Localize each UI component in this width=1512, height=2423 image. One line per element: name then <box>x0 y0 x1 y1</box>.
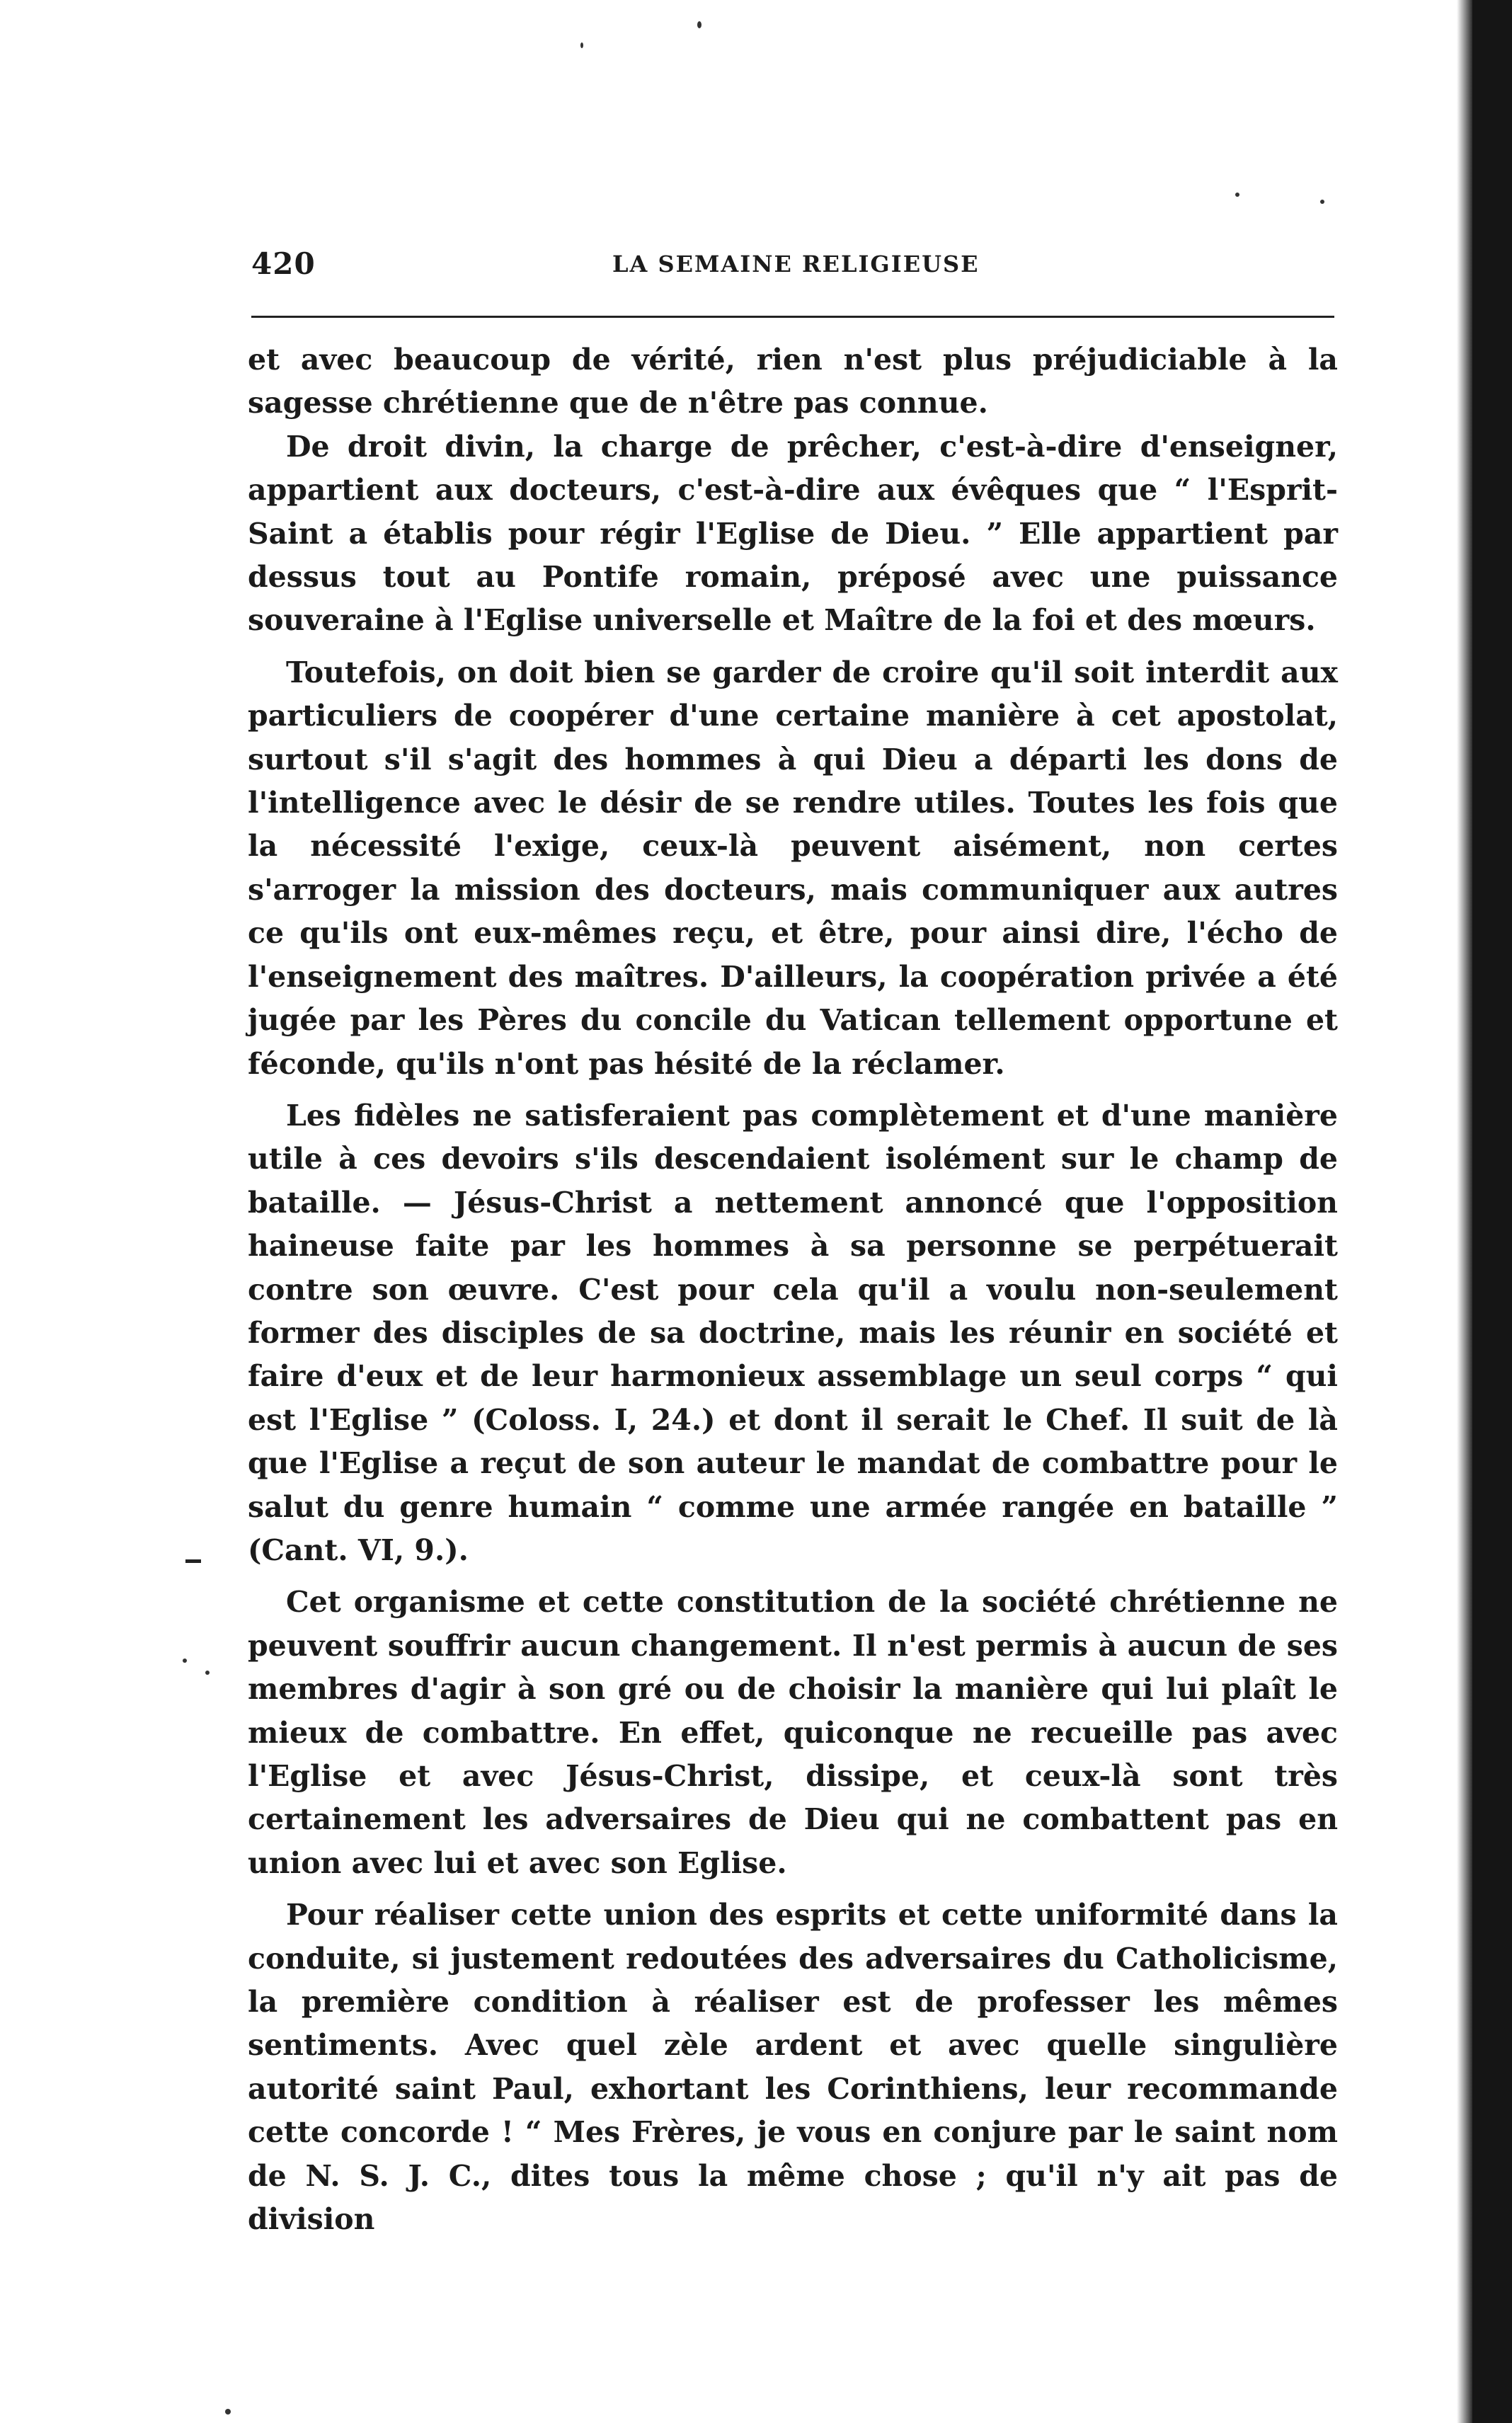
paragraph: Pour réaliser cette union des esprits et cette uniformité dans la conduite, si justement redoutées des adversaires du Catholicisme, la première condition à réaliser est de professer les mêmes sentiments. Avec quel zèle ardent et avec quelle singulière autorité saint Paul, exhortant les Corinthiens, leur recommande cette concorde ! “ Mes Frères, je vous en conjure par le saint nom de N. S. J. C., dites tous la même chose ; qu'il n'y ait pas de division <box>248 1898 1338 2237</box>
scan-speck <box>1320 200 1324 204</box>
margin-mark <box>185 1559 201 1563</box>
page-number: 420 <box>251 246 316 281</box>
body-text <box>248 338 1338 2241</box>
paragraph: Toutefois, on doit bien se garder de croire qu'il soit interdit aux particuliers de coopérer d'une certaine manière à cet apostolat, surtout s'il s'agit des hommes à qui Dieu a départi les dons de l'intelligence avec le désir de se rendre utiles. Toutes les fois que la nécessité l'exige, ceux-là peuvent aisément, non certes s'arroger la mission des docteurs, mais communiquer aux autres ce qu'ils ont eux-mêmes reçu, et être, pour ainsi dire, l'écho de l'enseignement des maîtres. D'ailleurs, la coopération privée a été jugée par les Pères du concile du Vatican tellement opportune et féconde, qu'ils n'ont pas hésité de la réclamer. <box>248 655 1338 1081</box>
header-rule <box>251 316 1334 318</box>
paragraph: et avec beaucoup de vérité, rien n'est plus préjudiciable à la sagesse chrétienne que de n'être pas connue. <box>248 343 1338 420</box>
paragraph: Cet organisme et cette constitution de la société chrétienne ne peuvent souffrir aucun changement. Il n'est permis à aucun de ses membres d'agir à son gré ou de choisir la manière qui lui plaît le mieux de combattre. En effet, quiconque ne recueille pas avec l'Eglise et avec Jésus-Christ, dissipe, et ceux-là sont très certainement les adversaires de Dieu qui ne combattent pas en union avec lui et avec son Eglise. <box>248 1585 1338 1880</box>
paragraph: De droit divin, la charge de prêcher, c'est-à-dire d'enseigner, appartient aux docteurs, c'est-à-dire aux évêques que “ l'Esprit-Saint a établis pour régir l'Eglise de Dieu. ” Elle appartient par dessus tout au Pontife romain, préposé avec une puissance souveraine à l'Eglise universelle et Maître de la foi et des mœurs. <box>248 429 1338 638</box>
scan-speck <box>225 2409 231 2415</box>
scan-speck <box>183 1659 187 1663</box>
page-edge <box>1472 0 1512 2423</box>
paragraph: Les fidèles ne satisferaient pas complètement et d'une manière utile à ces devoirs s'ils descendaient isolément sur le champ de bataille. — Jésus-Christ a nettement annoncé que l'opposition haineuse faite par les hommes à sa personne se perpétuerait contre son œuvre. C'est pour cela qu'il a voulu non-seulement former des disciples de sa doctrine, mais les réunir en société et faire d'eux et de leur harmonieux assemblage un seul corps “ qui est l'Eglise ” (Coloss. I, 24.) et dont il serait le Chef. Il suit de là que l'Eglise a reçut de son auteur le mandat de combattre pour le salut du genre humain “ comme une armée rangée en bataille ” (Cant. VI, 9.). <box>248 1098 1338 1567</box>
scan-speck <box>205 1671 210 1675</box>
page-header <box>251 246 1341 289</box>
running-title: LA SEMAINE RELIGIEUSE <box>612 251 980 277</box>
scan-speck <box>1235 193 1239 197</box>
page-edge-shadow <box>1457 0 1472 2423</box>
scan-speck <box>580 42 583 48</box>
scan-speck <box>697 21 701 28</box>
